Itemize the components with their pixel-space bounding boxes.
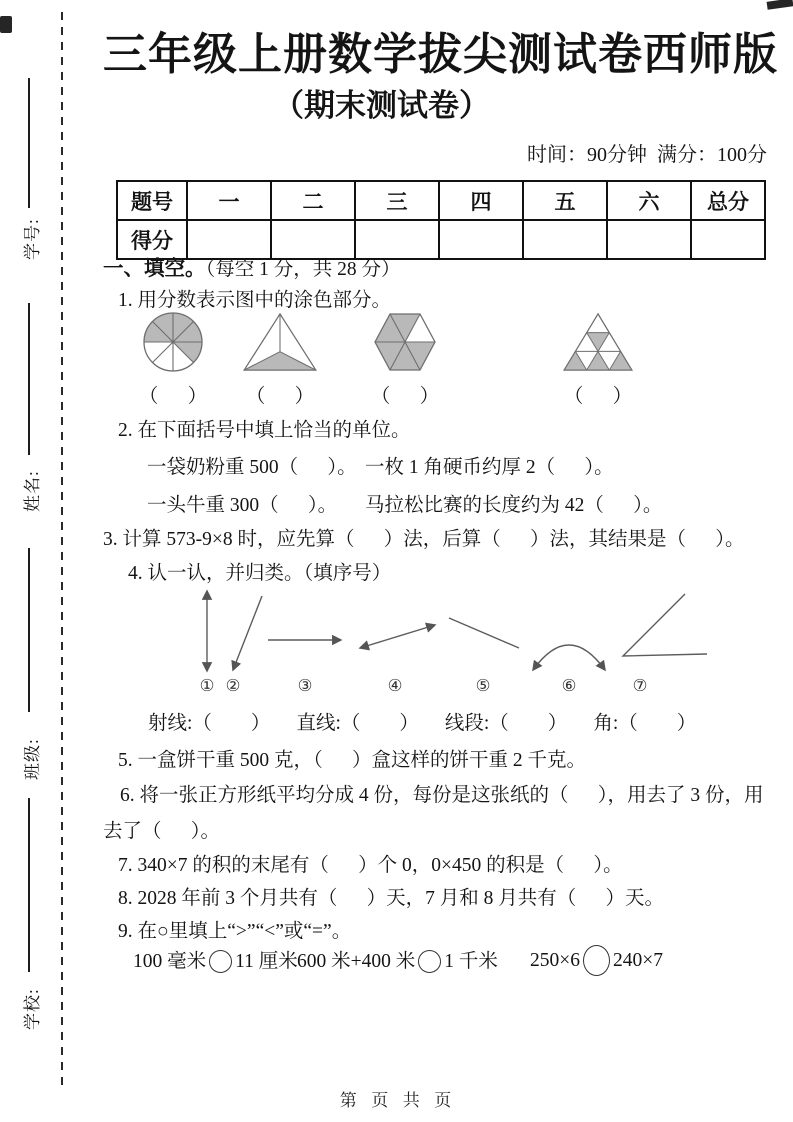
category-line bbox=[296, 707, 418, 735]
question-6-text-line1: 6. 将一张正方形纸平均分成 4 份，每份是这张纸的（ ），用去了 3 份，用 bbox=[120, 785, 764, 806]
score-table-cell-question-no: 题号 bbox=[117, 181, 187, 220]
comparison-left: 100 毫米 bbox=[133, 951, 207, 972]
triangle-3-parts-figure bbox=[240, 311, 320, 373]
question-2-item-milk-powder: 一袋奶粉重 500（ ）。 bbox=[147, 457, 357, 478]
category-ray-label: 射线: bbox=[148, 713, 193, 734]
answer-blank: （ ） bbox=[618, 713, 697, 734]
figure-label-1: ① bbox=[199, 676, 215, 695]
margin-label-name: 姓名: bbox=[23, 470, 42, 512]
question-3-text: 3. 计算 573-9×8 时，应先算（ ）法，后算（ ）法，其结果是（ ）。 bbox=[103, 529, 745, 550]
section-1-heading bbox=[103, 251, 401, 281]
score-table-cell-5: 五 bbox=[523, 181, 607, 220]
category-ray bbox=[148, 707, 270, 735]
score-table bbox=[116, 180, 766, 260]
figure-6-curve bbox=[533, 645, 605, 670]
score-table-header-row bbox=[117, 181, 765, 220]
fraction-figure-circle bbox=[113, 311, 233, 408]
margin-label-student-id: 学号: bbox=[23, 218, 42, 260]
category-angle-label: 角: bbox=[593, 713, 619, 734]
fraction-figure-hexagon bbox=[345, 311, 465, 408]
figure-2-ray bbox=[233, 596, 262, 670]
score-table-cell-2: 二 bbox=[271, 181, 355, 220]
score-table-cell-1: 一 bbox=[187, 181, 271, 220]
school-write-line bbox=[28, 798, 30, 972]
comparison-left: 600 米+400 米 bbox=[297, 951, 416, 972]
score-blank-cell bbox=[523, 220, 607, 259]
exam-time-score-meta: 时间：90分钟 满分：100分 bbox=[527, 144, 767, 166]
question-2-item-marathon: 马拉松比赛的长度约为 42（ ）。 bbox=[365, 495, 663, 516]
comparison-right: 1 千米 bbox=[444, 951, 498, 972]
question-1-text: 1. 用分数表示图中的涂色部分。 bbox=[118, 290, 392, 311]
category-segment bbox=[445, 707, 567, 735]
line-ray-segment-angle-figures bbox=[195, 584, 720, 676]
triangle-9-parts-figure bbox=[560, 311, 636, 373]
binding-dashed-line bbox=[61, 12, 63, 1090]
figure-4-line bbox=[360, 625, 435, 648]
figure-label-3: ③ bbox=[297, 676, 313, 695]
question-7-text: 7. 340×7 的积的末尾有（ ）个 0，0×450 的积是（ ）。 bbox=[118, 855, 623, 876]
comparison-item-3 bbox=[530, 945, 663, 976]
class-write-line bbox=[28, 548, 30, 712]
hexagon-6-parts-figure bbox=[373, 311, 437, 373]
answer-blank: （ ） bbox=[563, 386, 633, 407]
scan-artifact-top-left bbox=[0, 16, 12, 33]
question-2-item-cow: 一头牛重 300（ ）。 bbox=[147, 495, 338, 516]
answer-blank: （ ） bbox=[489, 713, 568, 734]
answer-blank: （ ） bbox=[245, 386, 315, 407]
page-footer: 第 页 共 页 bbox=[339, 1091, 454, 1110]
page-subtitle: （期末测试卷） bbox=[273, 88, 490, 123]
comparison-item-2 bbox=[297, 945, 498, 973]
category-segment-label: 线段: bbox=[444, 713, 490, 734]
scan-artifact-top-right bbox=[767, 0, 793, 10]
figure-label-4: ④ bbox=[387, 676, 403, 695]
answer-blank: （ ） bbox=[138, 386, 208, 407]
comparison-right: 240×7 bbox=[613, 950, 663, 971]
question-6-text-line2: 去了（ ）。 bbox=[103, 821, 221, 842]
score-table-cell-4: 四 bbox=[439, 181, 523, 220]
comparison-right: 11 厘米 bbox=[235, 951, 298, 972]
figure-label-7: ⑦ bbox=[632, 676, 648, 695]
comparison-left: 250×6 bbox=[530, 950, 580, 971]
margin-label-class: 班级: bbox=[23, 738, 42, 780]
score-row-label: 得分 bbox=[117, 220, 187, 259]
question-5-text: 5. 一盒饼干重 500 克，（ ）盒这样的饼干重 2 千克。 bbox=[118, 750, 587, 771]
figure-5-segment bbox=[449, 618, 519, 648]
comparison-circle bbox=[418, 950, 441, 973]
figure-7-angle bbox=[623, 594, 707, 656]
category-angle bbox=[593, 707, 696, 735]
comparison-circle bbox=[209, 950, 232, 973]
fraction-figure-triangle-thirds bbox=[220, 311, 340, 408]
page-title: 三年级上册数学拔尖测试卷西师版 bbox=[103, 30, 778, 79]
score-table-cell-total: 总分 bbox=[691, 181, 765, 220]
figure-label-6: ⑥ bbox=[561, 676, 577, 695]
section-1-note: （每空 1 分，共 28 分） bbox=[205, 259, 401, 280]
paper-content bbox=[103, 0, 778, 1122]
answer-blank: （ ） bbox=[370, 386, 440, 407]
circle-8-sectors-figure bbox=[142, 311, 204, 373]
score-table-cell-6: 六 bbox=[607, 181, 691, 220]
section-1-title: 一、填空。 bbox=[103, 258, 206, 280]
student-id-write-line bbox=[28, 78, 30, 208]
score-blank-cell bbox=[691, 220, 765, 259]
figure-label-2: ② bbox=[225, 676, 241, 695]
margin-label-school: 学校: bbox=[23, 988, 42, 1030]
comparison-item-1 bbox=[133, 945, 298, 973]
score-blank-cell bbox=[607, 220, 691, 259]
question-2-text: 2. 在下面括号中填上恰当的单位。 bbox=[118, 420, 411, 441]
answer-blank: （ ） bbox=[340, 713, 419, 734]
category-line-label: 直线: bbox=[296, 713, 341, 734]
name-write-line bbox=[28, 303, 30, 455]
answer-blank: （ ） bbox=[192, 713, 271, 734]
score-table-cell-3: 三 bbox=[355, 181, 439, 220]
question-9-text: 9. 在○里填上“>”“<”或“=”。 bbox=[118, 921, 352, 942]
question-4-text: 4. 认一认，并归类。（填序号） bbox=[128, 563, 392, 584]
figure-label-5: ⑤ bbox=[475, 676, 491, 695]
comparison-circle bbox=[583, 945, 610, 976]
score-blank-cell bbox=[439, 220, 523, 259]
question-4-categories bbox=[148, 707, 696, 735]
question-2-item-coin: 一枚 1 角硬币约厚 2（ ）。 bbox=[365, 457, 614, 478]
fraction-figure-triangle-ninths bbox=[538, 311, 658, 408]
question-8-text: 8. 2028 年前 3 个月共有（ ）天，7 月和 8 月共有（ ）天。 bbox=[118, 888, 665, 909]
question-4-figures bbox=[195, 584, 720, 702]
